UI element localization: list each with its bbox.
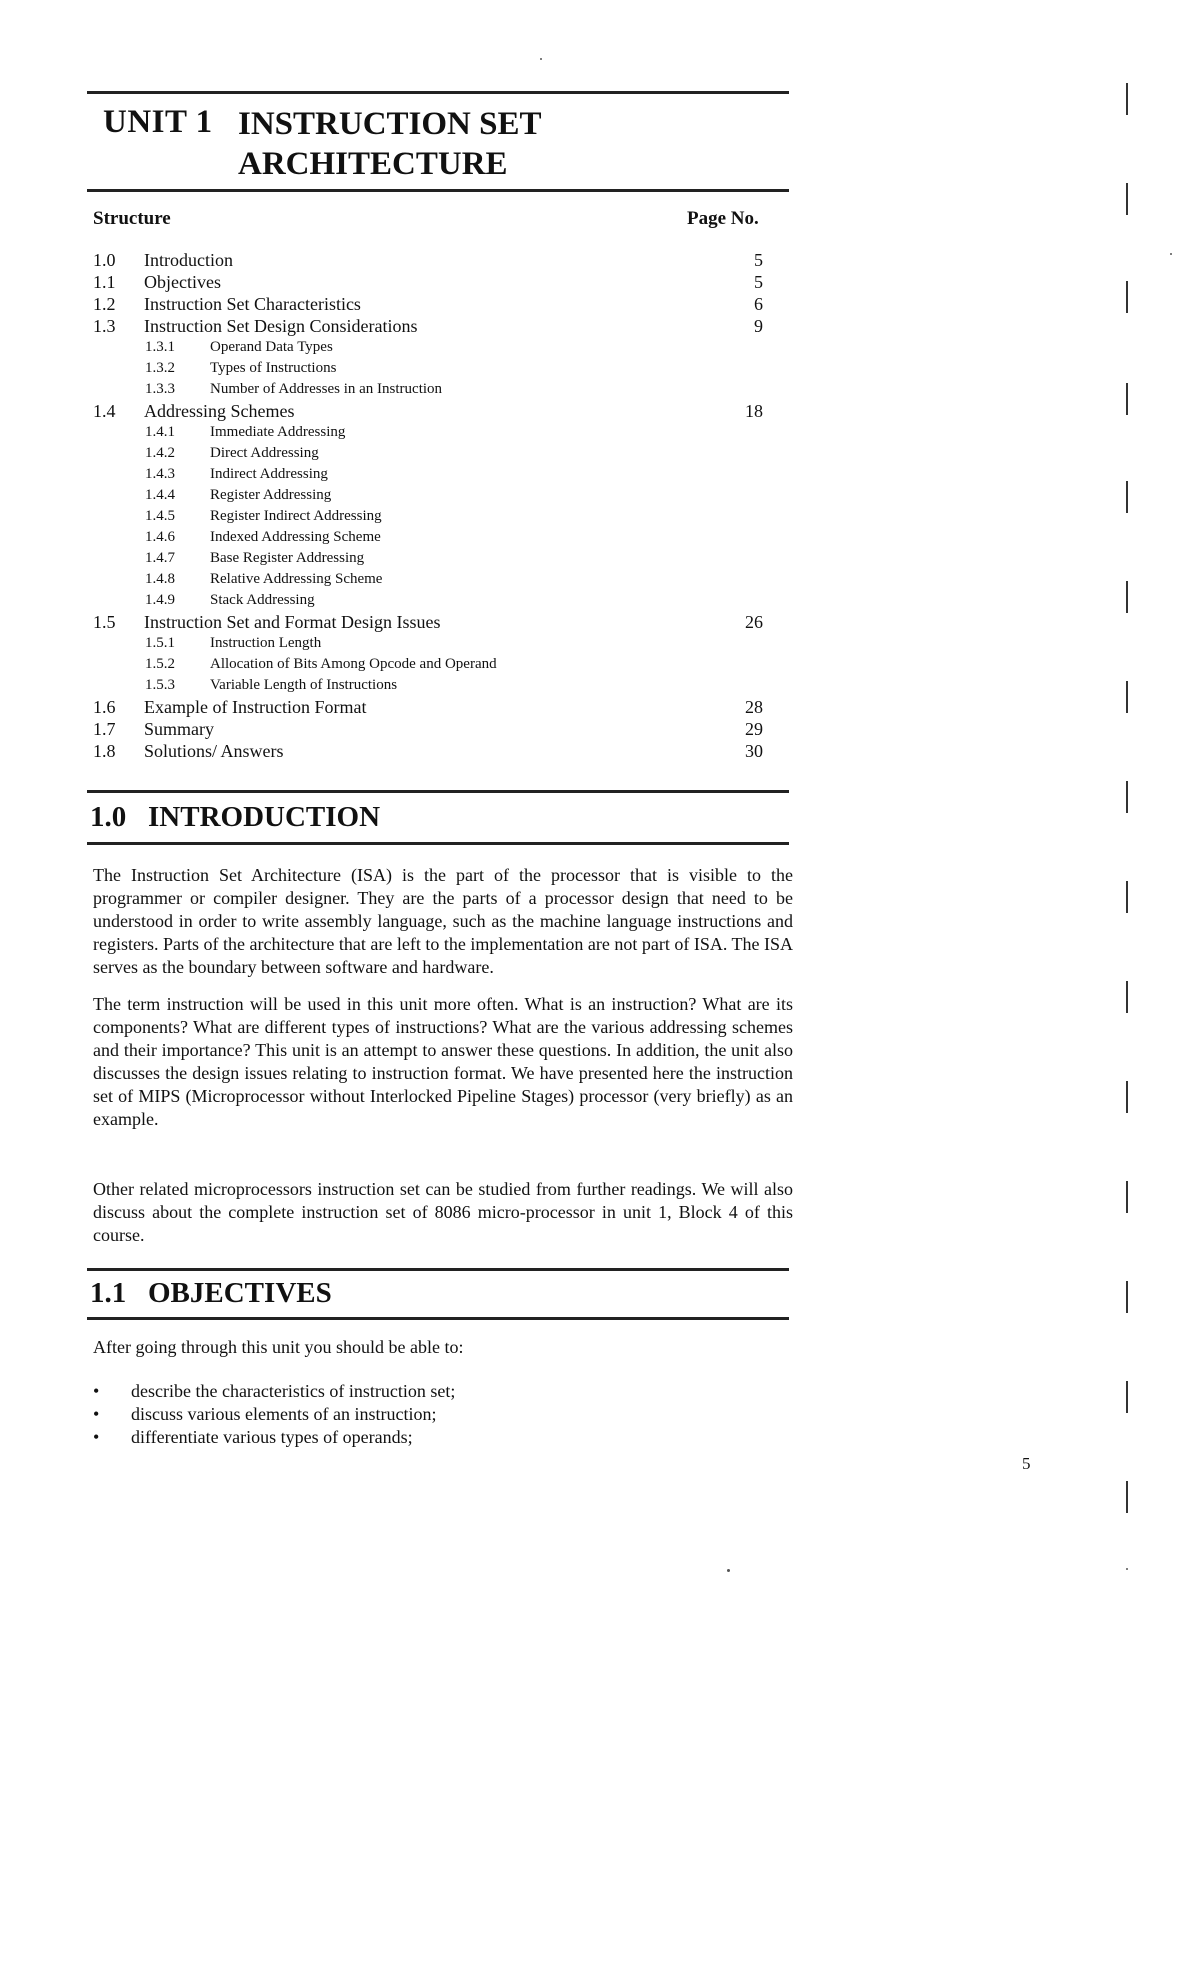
objectives-list [93, 1380, 783, 1449]
page-number: 5 [1022, 1454, 1031, 1473]
objectives-lead: After going through this unit you should be able to: [93, 1337, 464, 1357]
toc-entry-title: Indirect Addressing [210, 466, 328, 482]
introduction-heading-rule [87, 842, 789, 845]
toc-entry-number: 1.4.3 [145, 466, 175, 482]
toc-entry [93, 315, 783, 337]
toc-entry-title: Allocation of Bits Among Opcode and Operand [210, 656, 497, 672]
bullet-icon: • [93, 1381, 100, 1401]
binding-edge-mark [1126, 781, 1128, 813]
toc-entry-number: 1.5.2 [145, 656, 175, 672]
objective-text: discuss various elements of an instruction; [131, 1404, 437, 1424]
binding-edge-mark [1126, 481, 1128, 513]
toc-entry [93, 400, 783, 422]
binding-edge-mark [1126, 281, 1128, 313]
toc-entry-number: 1.4.6 [145, 529, 175, 545]
introduction-paragraph-1: The Instruction Set Architecture (ISA) is the part of the processor that is visible to the programmer or compiler designer. They are the parts of a processor design that need to be understood in order to write assembly language, such as the machine language instructions and registers. Parts of the architecture that are left to the implementation are not part of ISA. The ISA serves as the boundary between software and hardware. [93, 865, 793, 977]
toc-entry-title: Register Indirect Addressing [210, 508, 382, 524]
unit-label: UNIT 1 [103, 104, 213, 140]
toc-bottom-rule [87, 790, 789, 793]
objectives-top-rule [87, 1268, 789, 1271]
binding-edge-mark [1126, 1181, 1128, 1213]
toc-entry-title: Addressing Schemes [144, 401, 295, 421]
toc-entry-number: 1.4.9 [145, 592, 175, 608]
toc-entry-title: Instruction Length [210, 635, 322, 651]
toc-entry-number: 1.3.1 [145, 339, 175, 355]
toc-entry-number: 1.5.1 [145, 635, 175, 651]
toc-entry-page: 26 [745, 612, 763, 632]
toc-entry-title: Indexed Addressing Scheme [210, 529, 381, 545]
toc-entry-title: Stack Addressing [210, 592, 315, 608]
binding-edge-mark [1126, 83, 1128, 115]
toc-entry-title: Number of Addresses in an Instruction [210, 381, 443, 397]
toc-entry-title: Summary [144, 719, 214, 739]
toc-entry-title: Variable Length of Instructions [210, 677, 398, 693]
toc-entry-title: Register Addressing [210, 487, 332, 503]
toc-subentry [93, 485, 783, 506]
toc-entry-number: 1.5.3 [145, 677, 175, 693]
toc-entry-page: 5 [754, 250, 763, 270]
toc-entry-number: 1.4.7 [145, 550, 175, 566]
toc-subentry [93, 379, 783, 400]
binding-edge-mark [1126, 681, 1128, 713]
toc-subentry [93, 590, 783, 611]
table-of-contents [93, 249, 783, 762]
toc-entry-number: 1.3.3 [145, 381, 175, 397]
binding-edge-mark [1126, 1081, 1128, 1113]
toc-entry [93, 740, 783, 762]
toc-entry-number: 1.4.1 [145, 424, 175, 440]
toc-entry-number: 1.3 [93, 316, 116, 336]
toc-entry-number: 1.4.8 [145, 571, 175, 587]
scan-speck [727, 1569, 730, 1572]
toc-entry-title: Immediate Addressing [210, 424, 346, 440]
toc-subentry [93, 548, 783, 569]
toc-entry [93, 271, 783, 293]
toc-entry-page: 18 [745, 401, 763, 421]
toc-entry-title: Instruction Set Characteristics [144, 294, 361, 314]
toc-entry-number: 1.4 [93, 401, 116, 421]
toc-subentry [93, 654, 783, 675]
binding-edge-mark [1126, 581, 1128, 613]
toc-entry-number: 1.4.5 [145, 508, 175, 524]
objectives-heading-rule [87, 1317, 789, 1320]
toc-entry-number: 1.6 [93, 697, 116, 717]
toc-subentry [93, 337, 783, 358]
toc-entry-page: 30 [745, 741, 763, 761]
toc-entry-page: 6 [754, 294, 763, 314]
toc-entry-number: 1.5 [93, 612, 116, 632]
toc-entry-number: 1.0 [93, 250, 116, 270]
toc-subentry [93, 464, 783, 485]
toc-entry [93, 696, 783, 718]
objectives-heading: 1.1 OBJECTIVES [90, 1277, 332, 1309]
toc-entry-title: Instruction Set Design Considerations [144, 316, 418, 336]
toc-entry-title: Relative Addressing Scheme [210, 571, 383, 587]
toc-entry-title: Example of Instruction Format [144, 697, 367, 717]
toc-entry-page: 9 [754, 316, 763, 336]
binding-edge-mark [1126, 183, 1128, 215]
toc-entry-title: Solutions/ Answers [144, 741, 284, 761]
scan-speck [1126, 1568, 1128, 1570]
toc-entry [93, 718, 783, 740]
introduction-paragraph-2: The term instruction will be used in this unit more often. What is an instruction? What are its components? What are different types of instructions? What are the various addressing schemes and their importance? This unit is an attempt to answer these questions. In addition, the unit also discusses the design issues relating to instruction format. We have presented here the instruction set of MIPS (Microprocessor without Interlocked Pipeline Stages) processor (very briefly) as an example. [93, 994, 793, 1129]
toc-entry-title: Instruction Set and Format Design Issues [144, 612, 441, 632]
toc-entry [93, 293, 783, 315]
unit-title-line-2: ARCHITECTURE [238, 146, 508, 182]
toc-entry-number: 1.7 [93, 719, 116, 739]
scan-speck [540, 58, 542, 60]
toc-entry-title: Direct Addressing [210, 445, 319, 461]
objective-item [93, 1403, 783, 1426]
toc-entry-page: 28 [745, 697, 763, 717]
introduction-paragraph-3: Other related microprocessors instruction set can be studied from further readings. We will also discuss about the complete instruction set of 8086 micro-processor in unit 1, Block 4 of this course. [93, 1179, 793, 1245]
unit-title-line-1: INSTRUCTION SET [238, 106, 542, 142]
toc-entry-page: 29 [745, 719, 763, 739]
binding-edge-mark [1126, 881, 1128, 913]
bullet-icon: • [93, 1427, 100, 1447]
toc-subentry [93, 443, 783, 464]
toc-entry-number: 1.4.2 [145, 445, 175, 461]
structure-label: Structure [93, 208, 171, 229]
toc-subentry [93, 506, 783, 527]
binding-edge-mark [1126, 1381, 1128, 1413]
toc-entry [93, 611, 783, 633]
toc-entry-number: 1.2 [93, 294, 116, 314]
toc-entry-number: 1.1 [93, 272, 116, 292]
header-bottom-rule [87, 189, 789, 192]
toc-entry-number: 1.4.4 [145, 487, 175, 503]
toc-entry [93, 249, 783, 271]
toc-subentry [93, 422, 783, 443]
toc-subentry [93, 633, 783, 654]
binding-edge-mark [1126, 1481, 1128, 1513]
toc-subentry [93, 527, 783, 548]
introduction-heading: 1.0 INTRODUCTION [90, 801, 381, 833]
toc-entry-title: Objectives [144, 272, 221, 292]
binding-edge-mark [1126, 1281, 1128, 1313]
objective-item [93, 1426, 783, 1449]
objective-text: differentiate various types of operands; [131, 1427, 413, 1447]
page-number-column-label: Page No. [687, 208, 759, 229]
binding-edge-mark [1126, 383, 1128, 415]
toc-entry-title: Base Register Addressing [210, 550, 365, 566]
toc-entry-number: 1.8 [93, 741, 116, 761]
toc-entry-number: 1.3.2 [145, 360, 175, 376]
toc-entry-page: 5 [754, 272, 763, 292]
toc-subentry [93, 569, 783, 590]
toc-entry-title: Types of Instructions [210, 360, 337, 376]
objective-text: describe the characteristics of instruction set; [131, 1381, 456, 1401]
toc-entry-title: Operand Data Types [210, 339, 333, 355]
bullet-icon: • [93, 1404, 100, 1424]
binding-edge-mark [1126, 981, 1128, 1013]
header-top-rule [87, 91, 789, 94]
unit-title [238, 104, 542, 184]
toc-entry-title: Introduction [144, 250, 233, 270]
toc-subentry [93, 675, 783, 696]
objective-item [93, 1380, 783, 1403]
toc-subentry [93, 358, 783, 379]
scan-speck [1170, 253, 1172, 255]
